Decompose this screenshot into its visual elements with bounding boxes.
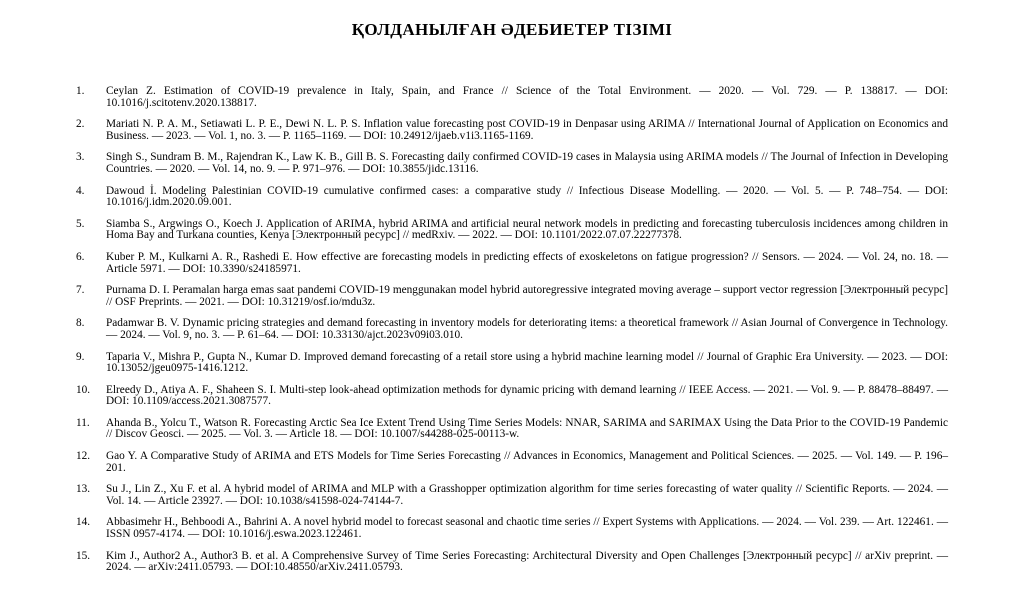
document-page xyxy=(0,20,1024,594)
reference-number: 4. xyxy=(76,184,85,197)
reference-number: 12. xyxy=(76,450,91,463)
reference-number: 14. xyxy=(76,516,91,529)
reference-text: Singh S., Sundram B. M., Rajendran K., Law K. B., Gill B. S. Forecasting daily confirmed COVID-19 cases in Malaysia using ARIMA models // The Journal of Infection in Developing Countries. — 2020. — Vol. 14, no. 9. — P. 971–976. — DOI: 10.3855/jidc.13116. xyxy=(106,151,948,175)
reference-text: Dawoud İ. Modeling Palestinian COVID-19 cumulative confirmed cases: a comparative study // Infectious Disease Modelling. — 2020. — Vol. 5. — P. 748–754. — DOI: 10.1016/j.idm.2020.09.001. xyxy=(106,184,948,209)
reference-item xyxy=(76,385,948,408)
reference-item xyxy=(76,318,948,341)
reference-number: 15. xyxy=(76,549,91,562)
reference-text: Padamwar B. V. Dynamic pricing strategies and demand forecasting in inventory models for deteriorating items: a theoretical framework // Asian Journal of Convergence in Technology. — 2024. — Vol. 9, no. 3. — P. 61–64. — DOI: 10.33130/ajct.2023v09i03.010. xyxy=(106,317,948,341)
reference-number: 7. xyxy=(76,284,85,297)
reference-number: 9. xyxy=(76,350,85,363)
reference-number: 6. xyxy=(76,250,85,263)
reference-text: Mariati N. P. A. M., Setiawati L. P. E., Dewi N. L. P. S. Inflation value forecasting post COVID-19 in Denpasar using ARIMA // International Journal of Application on Economics and Business. — 2023. — Vol. 1, no. 3. — P. 1165–1169. — DOI: 10.24912/ijaeb.v1i3.1165-1169. xyxy=(106,118,948,142)
reference-item xyxy=(76,152,948,175)
reference-text: Purnama D. I. Peramalan harga emas saat pandemi COVID-19 menggunakan model hybrid autoregressive integrated moving average – support vector regression [Электронный ресурс] // OSF Preprints. — 2021. — DOI: 10.31219/osf.io/mdu3z. xyxy=(106,284,948,308)
reference-item xyxy=(76,517,948,540)
reference-number: 11. xyxy=(76,416,90,429)
reference-text: Siamba S., Argwings O., Koech J. Application of ARIMA, hybrid ARIMA and artificial neural network models in predicting and forecasting tuberculosis incidences among children in Homa Bay and Turkana counties, Kenya [Электронный ресурс] // medRxiv. — 2022. — DOI: 10.1101/2022.07.07.22277378. xyxy=(106,217,948,242)
reference-item xyxy=(76,418,948,441)
reference-item xyxy=(76,352,948,375)
reference-text: Gao Y. A Comparative Study of ARIMA and ETS Models for Time Series Forecasting // Advances in Economics, Management and Political Sciences. — 2025. — Vol. 149. — P. 196–201. xyxy=(106,450,948,474)
reference-item xyxy=(76,484,948,507)
reference-item xyxy=(76,186,948,209)
reference-text: Taparia V., Mishra P., Gupta N., Kumar D. Improved demand forecasting of a retail store using a hybrid machine learning model // Journal of Graphic Era University. — 2023. — DOI: 10.13052/jgeu0975-1416.1212. xyxy=(106,350,948,375)
reference-number: 10. xyxy=(76,383,91,396)
reference-text: Su J., Lin Z., Xu F. et al. A hybrid model of ARIMA and MLP with a Grasshopper optimization algorithm for time series forecasting of water quality // Scientific Reports. — 2024. — Vol. 14. — Article 23927. — DOI: 10.1038/s41598-024-74144-7. xyxy=(106,483,948,507)
reference-item xyxy=(76,219,948,242)
reference-number: 13. xyxy=(76,483,91,496)
page-title: ҚОЛДАНЫЛҒАН ӘДЕБИЕТЕР ТІЗІМІ xyxy=(351,20,673,39)
reference-item xyxy=(76,285,948,308)
reference-item xyxy=(76,551,948,574)
reference-text: Ahanda B., Yolcu T., Watson R. Forecasting Arctic Sea Ice Extent Trend Using Time Series Models: NNAR, SARIMA and SARIMAX Using the Data Prior to the COVID-19 Pandemic // Discov Geosci. — 2025. — Vol. 3. — Article 18. — DOI: 10.1007/s44288-025-00113-w. xyxy=(106,416,948,441)
reference-item xyxy=(76,451,948,474)
reference-number: 1. xyxy=(76,85,85,97)
reference-list xyxy=(76,86,948,574)
reference-text: Kuber P. M., Kulkarni A. R., Rashedi E. How effective are forecasting models in predicting effects of exoskeletons on fatigue progression? // Sensors. — 2024. — Vol. 24, no. 18. — Article 5971. — DOI: 10.3390/s24185971. xyxy=(106,250,948,275)
reference-number: 3. xyxy=(76,151,85,164)
reference-item xyxy=(76,252,948,275)
reference-item xyxy=(76,119,948,142)
reference-number: 5. xyxy=(76,217,85,230)
reference-text: Kim J., Author2 A., Author3 B. et al. A Comprehensive Survey of Time Series Forecasting: Architectural Diversity and Open Challenges [Электронный ресурс] // arXiv preprint. — 2024. — arXiv:2411.05793. — DOI:10.48550/arXiv.2411.05793. xyxy=(106,549,948,574)
reference-number: 8. xyxy=(76,317,85,330)
reference-number: 2. xyxy=(76,118,85,131)
reference-text: Elreedy D., Atiya A. F., Shaheen S. I. Multi-step look-ahead optimization methods for dynamic pricing with demand learning // IEEE Access. — 2021. — Vol. 9. — P. 88478–88497. — DOI: 10.1109/access.2021.3087577. xyxy=(106,383,948,408)
reference-text: Ceylan Z. Estimation of COVID-19 prevalence in Italy, Spain, and France // Science of the Total Environment. — 2020. — Vol. 729. — P. 138817. — DOI: 10.1016/j.scitotenv.2020.138817. xyxy=(106,85,948,109)
reference-item xyxy=(76,86,948,109)
reference-text: Abbasimehr H., Behboodi A., Bahrini A. A novel hybrid model to forecast seasonal and chaotic time series // Expert Systems with Applications. — 2024. — Vol. 239. — Art. 122461. — ISSN 0957-4174. — DOI: 10.1016/j.eswa.2023.122461. xyxy=(106,516,948,541)
